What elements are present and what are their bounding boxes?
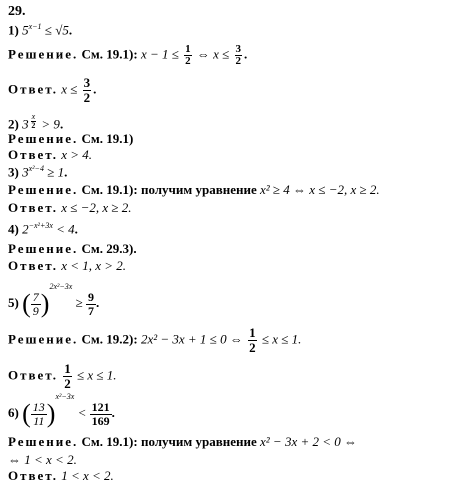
- answer-3: Ответ. x ≤ −2, x ≥ 2.: [8, 200, 132, 215]
- task-5: 5) ( $\frac{7}{9}$ )$^{2x^2-3x}$ ≥ $\frac{9}{7}$ .: [8, 282, 100, 319]
- solution-6-cont: ⇔ 1 < x < 2.: [8, 452, 77, 467]
- answer-6: Ответ. 1 < x < 2.: [8, 468, 114, 483]
- task-2: 2) 3 $^{\frac{x}{2}}$ > 9.: [8, 112, 64, 132]
- task-4: 4) $2^{-x^2+3x} < 4$.: [8, 221, 78, 237]
- solution-3: Решение. См. 19.1): получим уравнение x² ≥ 4 ⇔ x ≤ −2, x ≥ 2.: [8, 182, 380, 197]
- solution-4: Решение. См. 29.3).: [8, 241, 137, 256]
- solution-6: Решение. См. 19.1): получим уравнение x² − 3x + 2 < 0 ⇔: [8, 434, 358, 449]
- answer-5: Ответ. $\frac{1}{2}$ ≤ x ≤ 1.: [8, 361, 117, 391]
- task-1: 1) $5^{x-1} \le √5$.: [8, 22, 73, 38]
- problem-number: 29.: [8, 4, 26, 19]
- answer-1: Ответ. x ≤ $\frac{3}{2}$ .: [8, 75, 97, 105]
- task-6: 6) ( $\frac{13}{11}$ )$^{x^2-3x}$ < $\frac{121}{169}$ .: [8, 392, 115, 429]
- solution-2: Решение. См. 19.1): [8, 131, 134, 146]
- answer-4: Ответ. x < 1, x > 2.: [8, 258, 127, 273]
- solution-1: Решение. См. 19.1): x − 1 ≤ $\frac{1}{2}$ ⇔ x ≤ $\frac{3}{2}$ .: [8, 43, 248, 67]
- solution-5: Решение. См. 19.2): 2x² − 3x + 1 ≤ 0 ⇔ $\frac{1}{2}$ ≤ x ≤ 1.: [8, 325, 302, 355]
- answer-2: Ответ. x > 4.: [8, 147, 92, 162]
- task-3: 3) $3^{x^2-4} \ge 1$.: [8, 164, 68, 180]
